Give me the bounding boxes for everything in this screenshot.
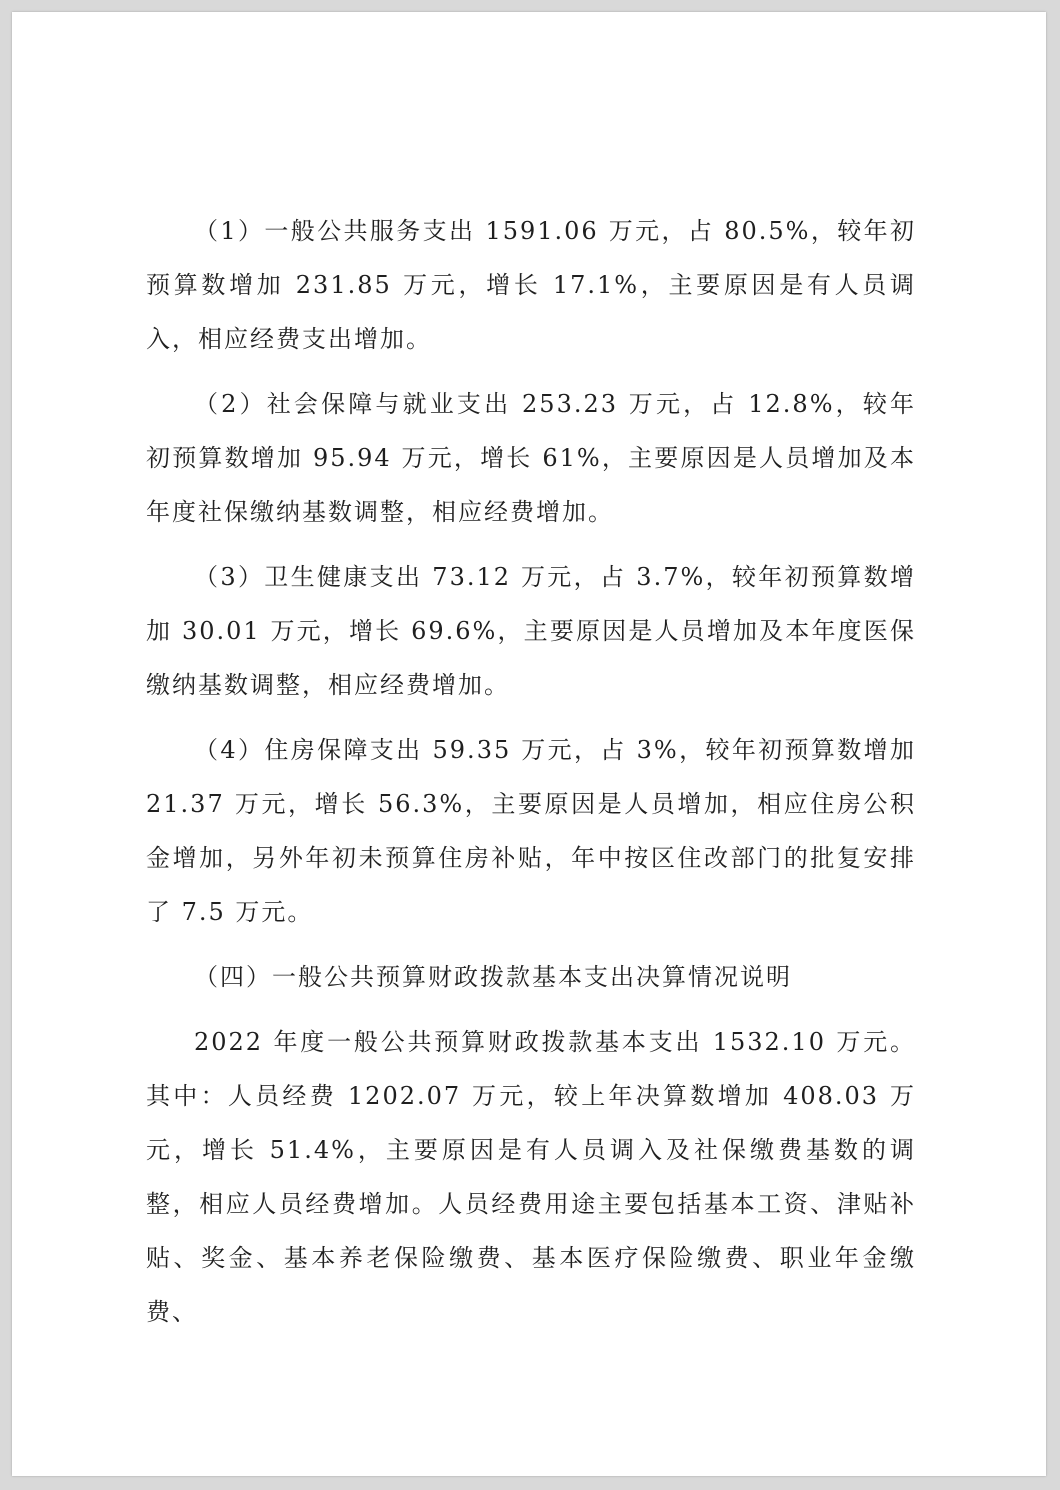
paragraph-health: （3）卫生健康支出 73.12 万元，占 3.7%，较年初预算数增加 30.01 万元，增长 69.6%，主要原因是人员增加及本年度医保缴纳基数调整，相应经费增加。 — [146, 563, 916, 699]
section-heading-basic-expenditure: （四）一般公共预算财政拨款基本支出决算情况说明 — [194, 963, 792, 991]
paragraph-basic-expenditure: 2022 年度一般公共预算财政拨款基本支出 1532.10 万元。其中：人员经费 1202.07 万元，较上年决算数增加 408.03 万元，增长 51.4%，主要原因是有人员调入及社保缴费基数的调整，相应人员经费增加。人员经费用途主要包括基本工资、津贴补贴、奖金、基本养老保险缴费、基本医疗保险缴费、职业年金缴费、 — [146, 1028, 916, 1326]
paragraph-housing: （4）住房保障支出 59.35 万元，占 3%，较年初预算数增加 21.37 万元，增长 56.3%，主要原因是人员增加，相应住房公积金增加，另外年初未预算住房补贴，年中按区住改部门的批复安排了 7.5 万元。 — [146, 736, 916, 926]
document-page — [12, 12, 1046, 1476]
paragraph-social-security: （2）社会保障与就业支出 253.23 万元，占 12.8%，较年初预算数增加 95.94 万元，增长 61%，主要原因是人员增加及本年度社保缴纳基数调整，相应经费增加。 — [146, 390, 916, 526]
document-body — [146, 204, 916, 1339]
paragraph-general-public-services: （1）一般公共服务支出 1591.06 万元，占 80.5%，较年初预算数增加 231.85 万元，增长 17.1%，主要原因是有人员调入，相应经费支出增加。 — [146, 217, 916, 353]
